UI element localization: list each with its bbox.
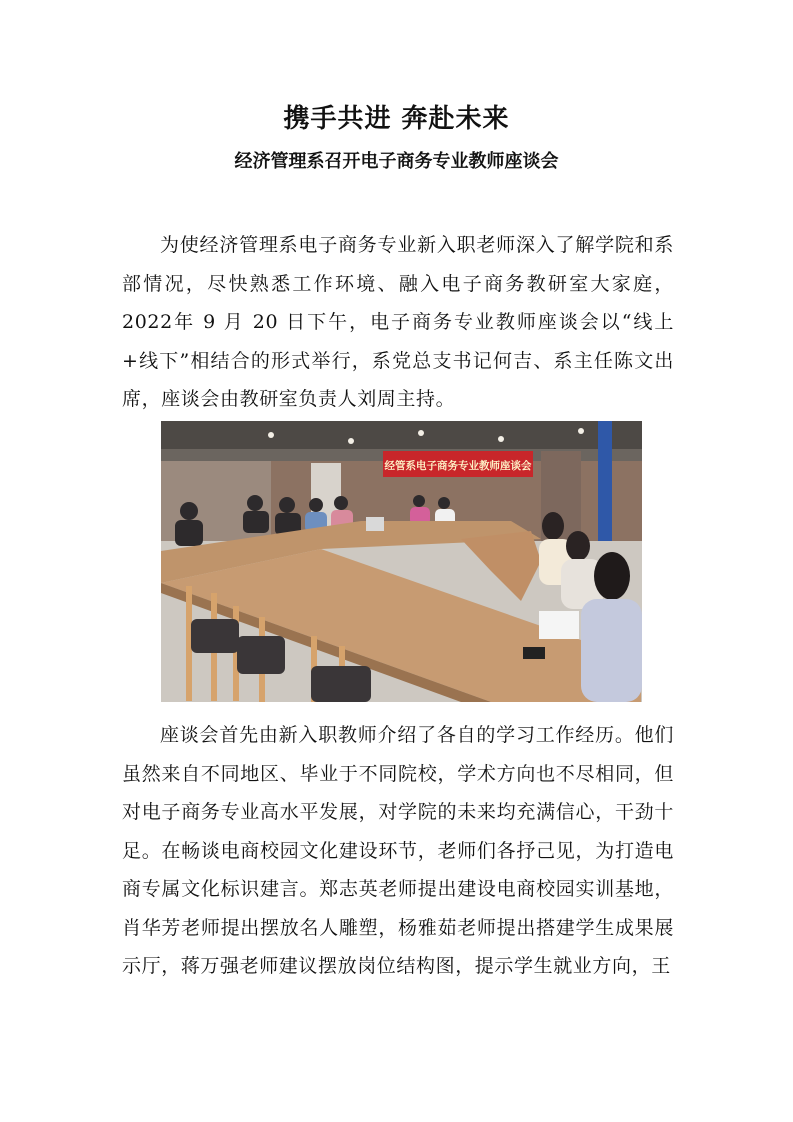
banner-text: 经管系电子商务专业教师座谈会 (384, 460, 532, 472)
meeting-banner (383, 451, 533, 477)
paragraph-intro: 为使经济管理系电子商务专业新入职老师深入了解学院和系部情况，尽快熟悉工作环境、融入电子商务教研室大家庭，2022年 9 月 20 日下午，电子商务专业教师座谈会以“线上+线下”相结合的形式举行，系党总支书记何吉、系主任陈文出席，座谈会由教研室负责人刘周主持。 (122, 234, 674, 410)
article-title: 携手共进 奔赴未来 (283, 104, 510, 134)
meeting-photo (161, 421, 642, 702)
article-subtitle: 经济管理系召开电子商务专业教师座谈会 (234, 151, 559, 172)
paragraph-discussion: 座谈会首先由新入职教师介绍了各自的学习工作经历。他们虽然来自不同地区、毕业于不同院校，学术方向也不尽相同，但对电子商务专业高水平发展，对学院的未来均充满信心，干劲十足。在畅谈电商校园文化建设环节，老师们各抒己见，为打造电商专属文化标识建言。郑志英老师提出建设电商校园实训基地，肖华芳老师提出摆放名人雕塑，杨雅茹老师提出搭建学生成果展示厅，蒋万强老师建议摆放岗位结构图，提示学生就业方向，王 (122, 724, 674, 977)
